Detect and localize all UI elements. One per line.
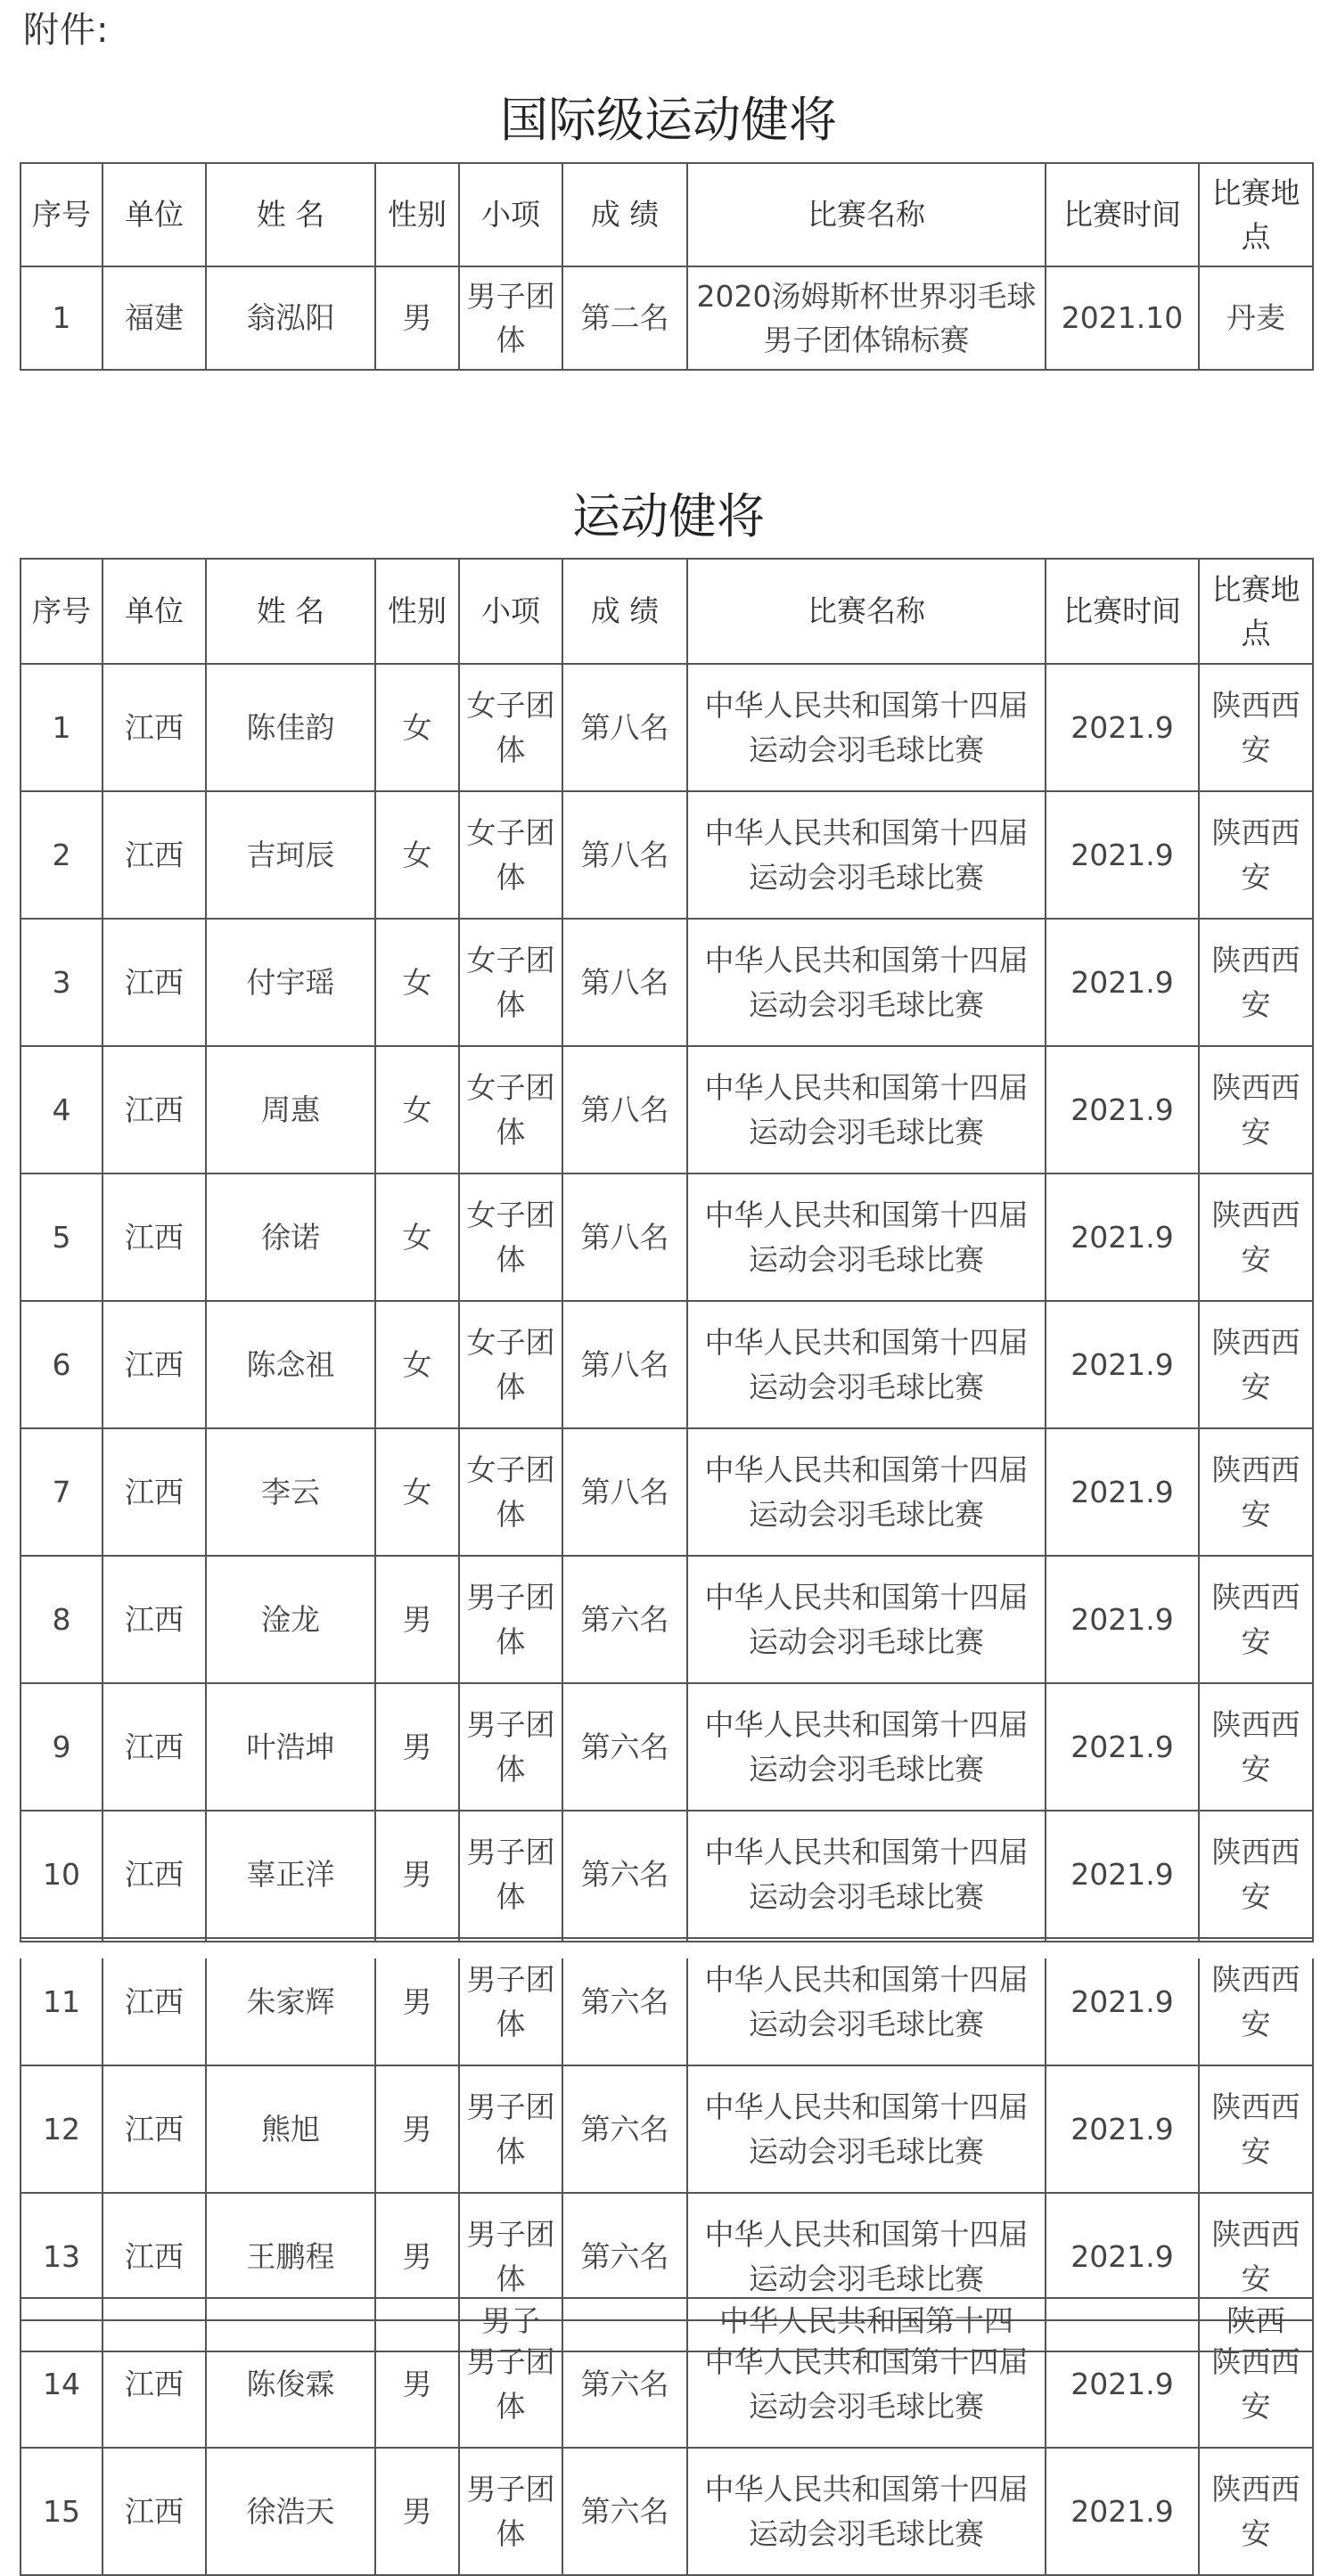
cell-unit: 江西 (103, 2065, 206, 2193)
cell-date: 2021.9 (1046, 1811, 1199, 1938)
international-title: 国际级运动健将 (500, 92, 837, 148)
cell-competition: 中华人民共和国第十四届运动会羽毛球比赛 (687, 2193, 1046, 2320)
cell-result: 第八名 (562, 1174, 687, 1301)
cell-competition: 中华人民共和国第十四届运动会羽毛球比赛 (687, 791, 1046, 919)
cell-name: 吉珂辰 (206, 791, 375, 919)
page-break-gap (0, 1942, 1337, 1959)
cell-no: 11 (21, 1938, 103, 2065)
cell-unit: 江西 (103, 1683, 206, 1811)
cell-gender: 男 (375, 1938, 459, 2065)
cell-gender: 女 (375, 919, 459, 1046)
cell-gender: 男 (375, 2193, 459, 2320)
cell-no: 3 (21, 919, 103, 1046)
cell-gender: 女 (375, 1046, 459, 1174)
cell-event: 女子团体 (459, 919, 562, 1046)
page-break-line (20, 1941, 1312, 1942)
table-row (21, 1683, 1313, 1811)
cell-date: 2021.9 (1046, 1428, 1199, 1556)
cell-name: 王鹏程 (206, 2193, 375, 2320)
cell-name: 陈佳韵 (206, 664, 375, 791)
table-row (21, 1174, 1313, 1301)
cell-date: 2021.9 (1046, 2320, 1199, 2448)
cell-no: 2 (21, 791, 103, 919)
cell-competition: 中华人民共和国第十四届运动会羽毛球比赛 (687, 1556, 1046, 1683)
cell-unit: 江西 (103, 1301, 206, 1428)
cell-gender: 男 (375, 1683, 459, 1811)
cell-unit: 江西 (103, 2448, 206, 2575)
cell-name: 熊旭 (206, 2065, 375, 2193)
cell-unit: 江西 (103, 919, 206, 1046)
table-row (21, 1428, 1313, 1556)
cell-place-partial: 陕西 (1199, 2298, 1313, 2351)
cell-result: 第六名 (562, 1811, 687, 1938)
cell-gender: 男 (375, 2320, 459, 2448)
cell-name: 徐诺 (206, 1174, 375, 1301)
header-event: 小项 (459, 163, 562, 266)
cell-event: 男子团体 (459, 1683, 562, 1811)
international-header-row (21, 163, 1313, 266)
cell-result: 第二名 (562, 266, 687, 370)
cell-date: 2021.9 (1046, 1683, 1199, 1811)
cell-event: 男子团体 (459, 2065, 562, 2193)
header-place: 比赛地点 (1199, 559, 1313, 664)
cell-unit: 江西 (103, 1556, 206, 1683)
cell-competition: 中华人民共和国第十四届运动会羽毛球比赛 (687, 2320, 1046, 2448)
cell-name: 徐浩天 (206, 2448, 375, 2575)
cell-competition: 中华人民共和国第十四届运动会羽毛球比赛 (687, 1428, 1046, 1556)
header-competition: 比赛名称 (687, 559, 1046, 664)
international-table (20, 162, 1314, 371)
cell-competition: 中华人民共和国第十四届运动会羽毛球比赛 (687, 919, 1046, 1046)
cell-no: 8 (21, 1556, 103, 1683)
cell-place: 陕西西安 (1199, 1428, 1313, 1556)
cell-name: 陈俊霖 (206, 2320, 375, 2448)
cell-no: 9 (21, 1683, 103, 1811)
header-name: 姓 名 (206, 559, 375, 664)
cell-date: 2021.10 (1046, 266, 1199, 370)
table-row-partial (21, 2298, 1313, 2351)
cell-name: 付宇瑶 (206, 919, 375, 1046)
header-place: 比赛地点 (1199, 163, 1313, 266)
cell-result: 第六名 (562, 1683, 687, 1811)
cell-place: 陕西西安 (1199, 2320, 1313, 2448)
cell-event: 女子团体 (459, 664, 562, 791)
cell-competition: 中华人民共和国第十四届运动会羽毛球比赛 (687, 2065, 1046, 2193)
cell-result: 第六名 (562, 1938, 687, 2065)
header-no: 序号 (21, 163, 103, 266)
cell-event: 男子团体 (459, 1938, 562, 2065)
cell-place: 陕西西安 (1199, 1174, 1313, 1301)
cell-unit: 江西 (103, 2193, 206, 2320)
cell-date: 2021.9 (1046, 2065, 1199, 2193)
cell-date: 2021.9 (1046, 1301, 1199, 1428)
cell-no: 4 (21, 1046, 103, 1174)
cell-event-partial: 男子 (459, 2298, 562, 2351)
cell-date: 2021.9 (1046, 1046, 1199, 1174)
header-competition: 比赛名称 (687, 163, 1046, 266)
table-row (21, 1046, 1313, 1174)
cell-gender: 女 (375, 1174, 459, 1301)
cell-place: 陕西西安 (1199, 1301, 1313, 1428)
cell-event: 男子团体 (459, 266, 562, 370)
cell-no: 14 (21, 2320, 103, 2448)
cell-event: 男子团体 (459, 2320, 562, 2448)
cell-date: 2021.9 (1046, 1174, 1199, 1301)
cell-no: 10 (21, 1811, 103, 1938)
cell-place: 丹麦 (1199, 266, 1313, 370)
cell-place: 陕西西安 (1199, 1556, 1313, 1683)
cell-date: 2021.9 (1046, 2448, 1199, 2575)
cell-gender: 男 (375, 1556, 459, 1683)
cell-name: 陈念祖 (206, 1301, 375, 1428)
cell-place: 陕西西安 (1199, 1046, 1313, 1174)
cell-gender: 女 (375, 791, 459, 919)
table-row (21, 1301, 1313, 1428)
cell-gender: 男 (375, 1811, 459, 1938)
header-result: 成 绩 (562, 163, 687, 266)
table-row (21, 266, 1313, 370)
cell-gender: 男 (375, 2448, 459, 2575)
cell-competition: 中华人民共和国第十四届运动会羽毛球比赛 (687, 1301, 1046, 1428)
cell-unit: 江西 (103, 1046, 206, 1174)
cell-result: 第八名 (562, 791, 687, 919)
cell-no: 1 (21, 664, 103, 791)
cell-competition: 中华人民共和国第十四届运动会羽毛球比赛 (687, 1046, 1046, 1174)
cell-unit: 江西 (103, 1938, 206, 2065)
cell-competition: 中华人民共和国第十四届运动会羽毛球比赛 (687, 1683, 1046, 1811)
cell-result: 第八名 (562, 1046, 687, 1174)
table-row (21, 2065, 1313, 2193)
cell-result: 第六名 (562, 1556, 687, 1683)
cell-result: 第六名 (562, 2320, 687, 2448)
cell-unit: 江西 (103, 2320, 206, 2448)
cell-place: 陕西西安 (1199, 2448, 1313, 2575)
cell-unit: 江西 (103, 1428, 206, 1556)
cell-no: 1 (21, 266, 103, 370)
cell-date: 2021.9 (1046, 919, 1199, 1046)
cell-competition: 中华人民共和国第十四届运动会羽毛球比赛 (687, 1811, 1046, 1938)
header-no: 序号 (21, 559, 103, 664)
cell-name: 翁泓阳 (206, 266, 375, 370)
cell-result: 第八名 (562, 1301, 687, 1428)
cell-gender: 男 (375, 266, 459, 370)
partial-row-table (20, 2297, 1314, 2352)
cell-event: 女子团体 (459, 1301, 562, 1428)
cell-date: 2021.9 (1046, 664, 1199, 791)
cell-unit: 江西 (103, 1811, 206, 1938)
table-row (21, 791, 1313, 919)
cell-gender: 男 (375, 2065, 459, 2193)
header-gender: 性别 (375, 163, 459, 266)
cell-result: 第八名 (562, 919, 687, 1046)
header-date: 比赛时间 (1046, 163, 1199, 266)
cell-result: 第八名 (562, 1428, 687, 1556)
cell-competition: 中华人民共和国第十四届运动会羽毛球比赛 (687, 2448, 1046, 2575)
cell-place: 陕西西安 (1199, 1683, 1313, 1811)
cell-unit: 福建 (103, 266, 206, 370)
cell-no: 7 (21, 1428, 103, 1556)
cell-date: 2021.9 (1046, 1938, 1199, 2065)
cell-place: 陕西西安 (1199, 1938, 1313, 2065)
cell-place: 陕西西安 (1199, 791, 1313, 919)
cell-place: 陕西西安 (1199, 919, 1313, 1046)
cell-event: 男子团体 (459, 2193, 562, 2320)
cell-date: 2021.9 (1046, 791, 1199, 919)
cell-name: 李云 (206, 1428, 375, 1556)
cell-name: 周惠 (206, 1046, 375, 1174)
table-row (21, 1811, 1313, 1938)
cell-event: 女子团体 (459, 1428, 562, 1556)
cell-event: 男子团体 (459, 1556, 562, 1683)
cell-unit: 江西 (103, 664, 206, 791)
header-result: 成 绩 (562, 559, 687, 664)
cell-no: 6 (21, 1301, 103, 1428)
cell-result: 第六名 (562, 2193, 687, 2320)
cell-name: 辜正洋 (206, 1811, 375, 1938)
cell-result: 第六名 (562, 2065, 687, 2193)
attachment-label: 附件: (23, 10, 110, 51)
cell-result: 第八名 (562, 664, 687, 791)
master-table (20, 558, 1314, 2576)
cell-event: 女子团体 (459, 791, 562, 919)
cell-no: 15 (21, 2448, 103, 2575)
cell-event: 女子团体 (459, 1174, 562, 1301)
table-row (21, 919, 1313, 1046)
cell-date: 2021.9 (1046, 2193, 1199, 2320)
header-name: 姓 名 (206, 163, 375, 266)
cell-competition: 中华人民共和国第十四届运动会羽毛球比赛 (687, 1174, 1046, 1301)
cell-name: 叶浩坤 (206, 1683, 375, 1811)
master-header-row (21, 559, 1313, 664)
cell-place: 陕西西安 (1199, 2193, 1313, 2320)
table-row (21, 664, 1313, 791)
cell-event: 男子团体 (459, 2448, 562, 2575)
cell-place: 陕西西安 (1199, 1811, 1313, 1938)
cell-no: 12 (21, 2065, 103, 2193)
cell-gender: 女 (375, 664, 459, 791)
table-row (21, 2448, 1313, 2575)
header-gender: 性别 (375, 559, 459, 664)
cell-gender: 女 (375, 1428, 459, 1556)
cell-name: 朱家辉 (206, 1938, 375, 2065)
cell-competition: 中华人民共和国第十四届运动会羽毛球比赛 (687, 664, 1046, 791)
cell-no: 5 (21, 1174, 103, 1301)
cell-competition: 2020汤姆斯杯世界羽毛球男子团体锦标赛 (687, 266, 1046, 370)
cell-place: 陕西西安 (1199, 664, 1313, 791)
table-row (21, 1556, 1313, 1683)
cell-date: 2021.9 (1046, 1556, 1199, 1683)
header-unit: 单位 (103, 559, 206, 664)
master-title: 运动健将 (572, 488, 765, 544)
cell-unit: 江西 (103, 1174, 206, 1301)
cell-event: 男子团体 (459, 1811, 562, 1938)
cell-no: 13 (21, 2193, 103, 2320)
cell-unit: 江西 (103, 791, 206, 919)
cell-competition: 中华人民共和国第十四届运动会羽毛球比赛 (687, 1938, 1046, 2065)
cell-competition-partial: 中华人民共和国第十四 (687, 2298, 1046, 2351)
cell-gender: 女 (375, 1301, 459, 1428)
header-date: 比赛时间 (1046, 559, 1199, 664)
cell-name: 淦龙 (206, 1556, 375, 1683)
header-unit: 单位 (103, 163, 206, 266)
cell-event: 女子团体 (459, 1046, 562, 1174)
cell-result: 第六名 (562, 2448, 687, 2575)
cell-place: 陕西西安 (1199, 2065, 1313, 2193)
header-event: 小项 (459, 559, 562, 664)
